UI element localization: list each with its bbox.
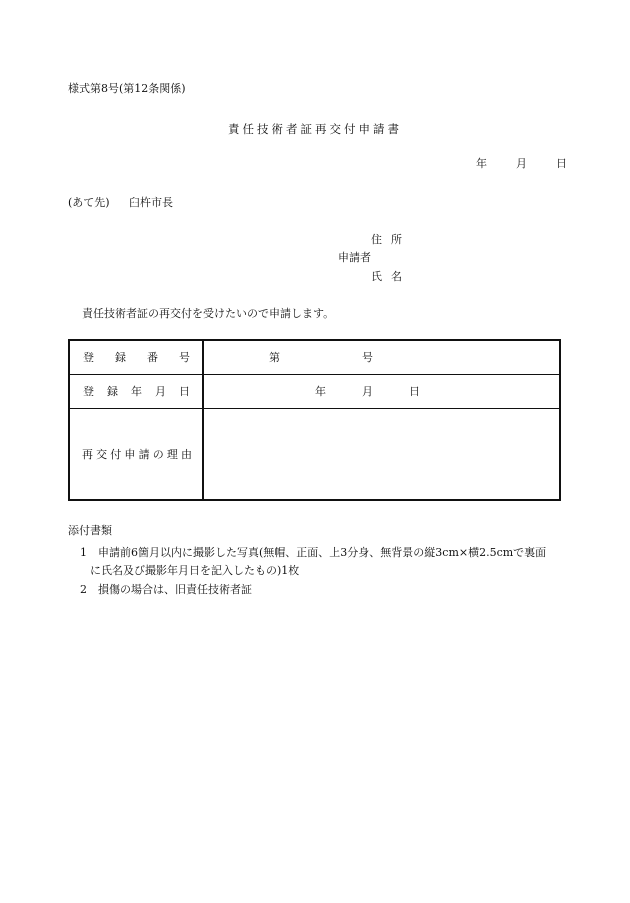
label-char: 理 [166,447,178,461]
document-title: 責任技術者証再交付申請書 [228,122,402,136]
label-char: 登 [83,351,94,365]
table-row-registration-date [69,374,560,408]
label-char: 月 [155,385,166,398]
label-char: 付 [110,447,122,461]
registration-number-value-cell[interactable] [203,340,560,374]
attachment-item-1 [80,544,546,560]
attachment-item-text: 損傷の場合は、旧責任技術者証 [98,583,252,596]
addressee-name: 臼杵市長 [129,196,173,209]
application-date [476,155,567,171]
request-sentence: 責任技術者証の再交付を受けたいので申請します。 [82,307,335,320]
registration-number-label-cell [69,340,203,374]
label-char: 号 [179,351,190,365]
registration-date-month: 月 [362,385,373,398]
attachment-item-2 [80,581,252,597]
date-year-label: 年 [476,157,487,170]
label-char: 再 [82,447,93,461]
label-char: 請 [138,447,150,461]
label-char: 日 [179,385,190,398]
form-number: 様式第8号(第12条関係) [68,82,186,95]
application-table [68,339,561,501]
name-label: 氏名 [371,270,411,283]
label-char: 番 [147,351,158,365]
registration-number-prefix: 第 [269,351,280,365]
label-char: の [152,447,164,461]
attachment-item-number: 2 [80,583,87,596]
table-row-registration-number [69,340,560,374]
applicant-label: 申請者 [338,251,371,264]
attachment-item-text: 申請前6箇月以内に撮影した写真(無帽、正面、上3分身、無背景の縦3cm×横2.5cmで裏面 [98,546,547,559]
registration-date-day: 日 [409,385,420,398]
label-char: 録 [115,351,126,365]
registration-date-label-cell [69,374,203,408]
registration-date-year: 年 [315,385,326,398]
label-char: 申 [124,447,136,461]
attachments-heading: 添付書類 [68,524,112,537]
label-char: 登 [83,385,94,398]
label-char: 年 [131,385,142,398]
registration-number-suffix: 号 [362,351,373,365]
registration-date-value-cell[interactable] [203,374,560,408]
addressee-prefix: (あて先) [68,196,110,209]
address-label: 住所 [371,233,411,246]
table-row-reason [69,408,560,500]
registration-date-label [70,383,202,399]
date-month-label: 月 [516,157,527,170]
registration-number-label [70,349,202,365]
attachment-item-1-continuation: に氏名及び撮影年月日を記入したもの)1枚 [90,564,300,577]
reason-label [70,446,202,462]
label-char: 由 [180,447,192,461]
label-char: 交 [96,447,108,461]
label-char: 録 [107,385,118,398]
attachment-item-number: 1 [80,546,87,559]
reason-value-cell[interactable] [203,408,560,500]
reason-label-cell [69,408,203,500]
date-day-label: 日 [556,157,567,170]
